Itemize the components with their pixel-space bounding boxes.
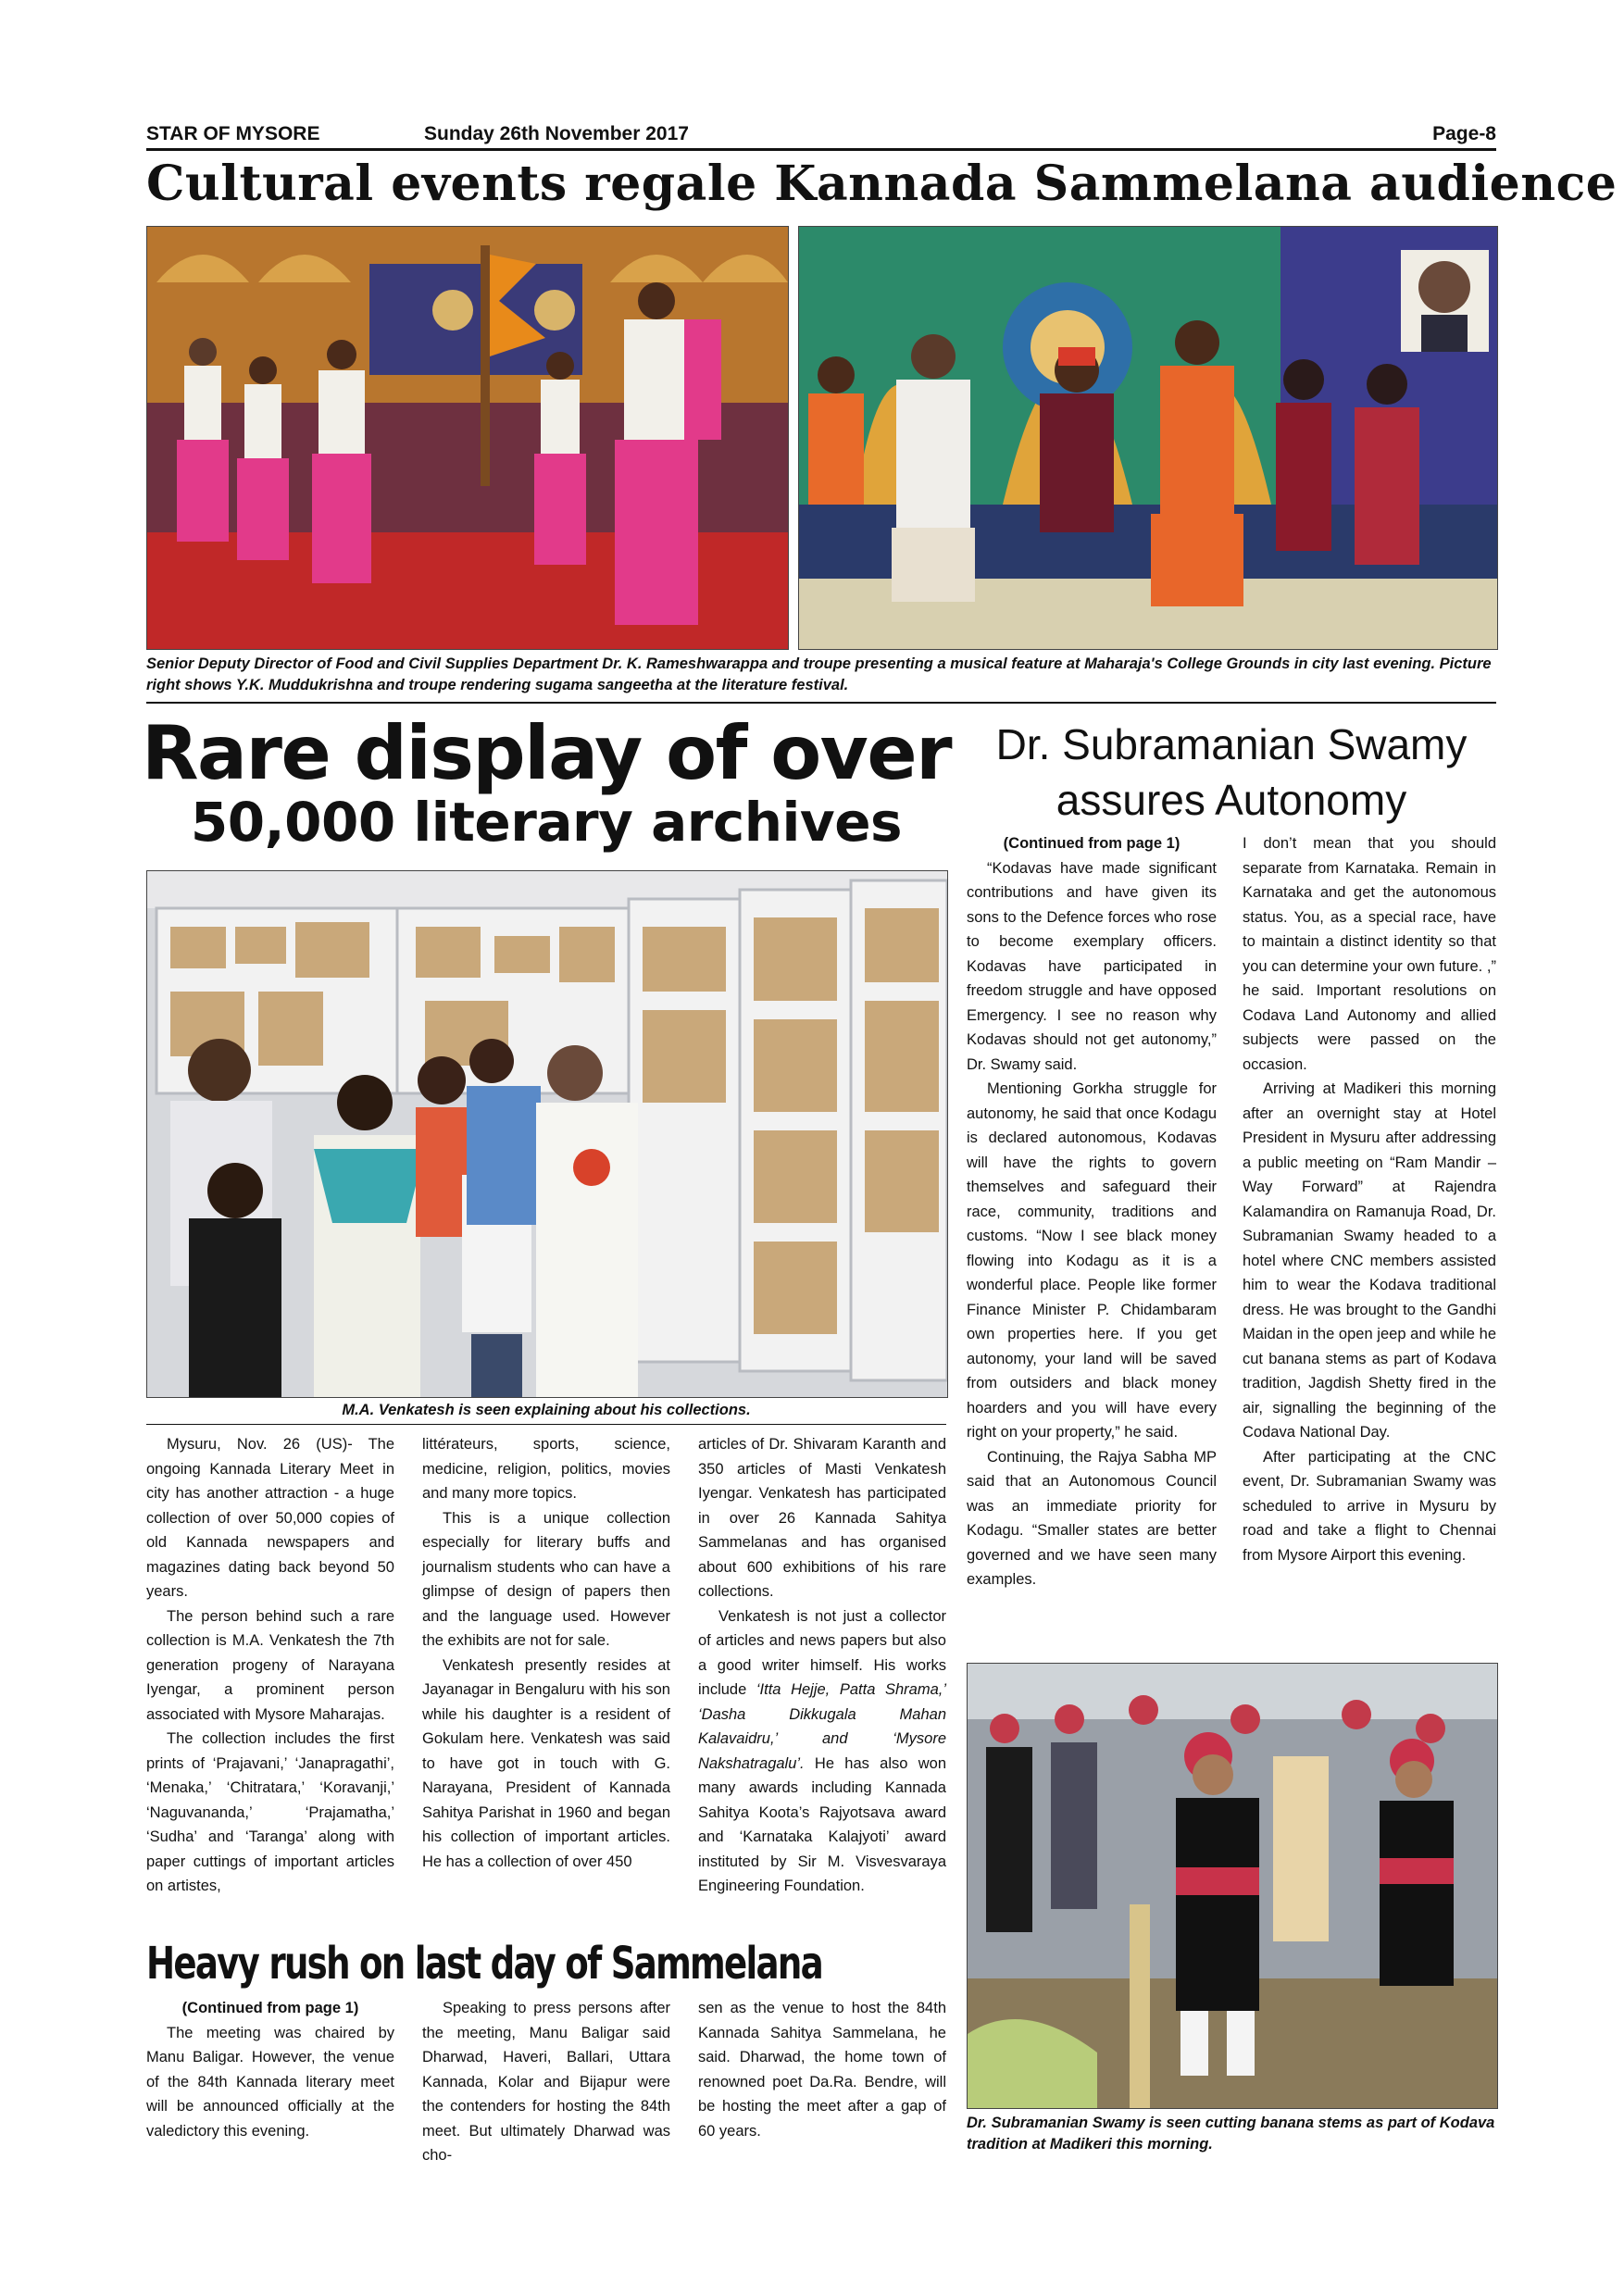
rush-continued: (Continued from page 1) <box>181 2000 359 2016</box>
archives-col2-p3: Venkatesh presently resides at Jayanagar in Bengaluru with his son while his daughter is a resident of Gokulam here. Venkatesh was said to have got in touch with G. Narayana, President of Kannada Sahitya Parishat in 1960 and began his collection of important articles. He has a collection of over 450 <box>422 1656 670 1870</box>
swamy-col2-p2: Arriving at Madikeri this morning after an overnight stay at Hotel President in Mysuru after addressing a public meeting on “Ram Mandir – Way Forward” at Rajendra Kalamandira on Ramanuja Road, Dr. Subramanian Swamy headed to a hotel where CNC members assisted him to wear the Kodava traditional dress. He was brought to the Gandhi Maidan in the open jeep and while he cut banana stems as part of Kodava tradition, Jagdish Shetty fired in the air, signalling the beginning of the Codava National Day. <box>1243 1080 1496 1441</box>
archives-col3-p1: articles of Dr. Shivaram Karanth and 350 articles of Masti Venkatesh Iyengar. Venkatesh has participated in over 26 Kannada Sahitya Sammelanas and has organised about 600 exhibitions of his rare collections. <box>698 1436 946 1600</box>
archives-col3-p2-intro: Venkatesh is not just a collector of articles and news papers but also a good writer himself. His works include <box>698 1607 946 1698</box>
archives-col2-p1: littérateurs, sports, science, medicine, religion, politics, movies and many more topics. <box>422 1436 670 1502</box>
swamy-col1-p2: Mentioning Gorkha struggle for autonomy, he said that once Kodagu is declared autonomous, Kodavas will have the rights to govern themselves and safeguard their race, community, traditions and customs. “Now I see black money flowing into Kodagu as it is a wonderful place. People like former Finance Minister P. Chidambaram own properties here. If you get autonomy, your land will be saved from outsiders and black money hoarders and you will have every right on your property,” he said. <box>967 1080 1217 1441</box>
cultural-photo-left <box>146 226 789 650</box>
archives-col2-p2: This is a unique collection especially for literary buffs and journalism students who can have a glimpse of design of papers then and the language used. However the exhibits are not for sale. <box>422 1509 670 1649</box>
archives-col1-p1: Mysuru, Nov. 26 (US)- The ongoing Kannada Literary Meet in city has another attraction - a huge collection of over 50,000 copies of old Kannada newspapers and magazines dating back beyond 50 years. <box>146 1436 394 1600</box>
archives-col3-p2-rest: He has also won many awards including Kannada Sahitya Koota’s Rajyotsava award and ‘Karnataka Kalajyoti’ award instituted by Sir M. Visvesvaraya Engineering Foundation. <box>698 1754 946 1894</box>
rush-col3-text: sen as the venue to host the 84th Kannada Sahitya Sammelana, he said. Dharwad, the home town of renowned poet Da.Ra. Bendre, will be hosting the meet after a gap of 60 years. <box>698 2000 946 2140</box>
section-rule <box>146 702 1496 704</box>
archives-column-1 <box>146 1432 394 1899</box>
archives-column-2 <box>422 1432 670 1874</box>
swamy-col2-p1: I don’t mean that you should separate from Karnataka. Remain in Karnataka and get the autonomous status. You, as a special race, have to maintain a distinct identity so that you can determine your own future. ,” he said. Important resolutions on Codava Land Autonomy and allied subjects were passed on the occasion. <box>1243 835 1496 1073</box>
cultural-photo-right <box>798 226 1498 650</box>
swamy-continued: (Continued from page 1) <box>1003 835 1181 852</box>
archives-column-3 <box>698 1432 946 1899</box>
rush-column-3 <box>698 1996 946 2143</box>
rush-column-1 <box>146 1996 394 2143</box>
swamy-headline-line2: assures Autonomy <box>1056 776 1407 824</box>
archives-headline-line1: Rare display of over <box>141 710 952 796</box>
cultural-caption: Senior Deputy Director of Food and Civil Supplies Department Dr. K. Rameshwarappa and troupe presenting a musical feature at Maharaja's College Grounds in city last evening. Picture right shows Y.K. Muddukrishna and troupe rendering sugama sangeetha at the literature festival. <box>146 655 1492 693</box>
archives-col1-p3: The collection includes the first prints of ‘Prajavani,’ ‘Janapragathi’, ‘Menaka,’ ‘Chitratara,’ ‘Koravanji,’ ‘Naguvananda,’ ‘Prajamatha,’ ‘Sudha’ and ‘Taranga’ along with paper cuttings of important articles on artistes, <box>146 1730 394 1894</box>
archives-headline-line2: 50,000 literary archives <box>190 791 903 854</box>
archives-caption: M.A. Venkatesh is seen explaining about his collections. <box>342 1402 751 1418</box>
archives-col3-p2 <box>698 1604 946 1899</box>
page-number: Page-8 <box>1432 123 1496 144</box>
archives-col3-works: ‘Itta Hejje, Patta Shrama,’ ‘Dasha Dikkugala Mahan Kalavaidru,’ and ‘Mysore Nakshatragalu’. <box>698 1681 946 1772</box>
swamy-col1-p3: Continuing, the Rajya Sabha MP said that an Autonomous Council was an immediate priority for Kodagu. “Smaller states are better governed and we have seen many examples. <box>967 1448 1217 1588</box>
archives-photo <box>146 870 948 1398</box>
issue-date: Sunday 26th November 2017 <box>424 123 689 144</box>
masthead-rule <box>146 148 1496 151</box>
rush-col2-text: Speaking to press persons after the meeting, Manu Baligar said Dharwad, Haveri, Ballari, Uttara Kannada, Kolar and Bijapur were the contenders for hosting the 84th meet. But ultimately Dharwad was cho- <box>422 2000 670 2164</box>
swamy-column-2 <box>1243 831 1496 1567</box>
swamy-column-1 <box>967 831 1217 1592</box>
archives-caption-rule <box>146 1424 946 1425</box>
swamy-col1-p1: “Kodavas have made significant contributions and have given its sons to the Defence forces who rose to become exemplary officers. Kodavas have participated in freedom struggle and have opposed Emergency. I see no reason why Kodavas should not get autonomy,” Dr. Swamy said. <box>967 859 1217 1073</box>
swamy-headline-line1: Dr. Subramanian Swamy <box>995 720 1468 768</box>
paper-name: STAR OF MYSORE <box>146 123 320 144</box>
rush-col1-text: The meeting was chaired by Manu Baligar. However, the venue of the 84th Kannada literary meet will be announced officially at the valedictory this evening. <box>146 2024 394 2140</box>
rush-headline: Heavy rush on last day of Sammelana <box>146 1938 822 1990</box>
cultural-headline: Cultural events regale Kannada Sammelana audience <box>146 156 1618 212</box>
swamy-col2-p3: After participating at the CNC event, Dr. Subramanian Swamy was scheduled to arrive in Mysuru by road and take a flight to Chennai from Mysore Airport this evening. <box>1243 1448 1496 1564</box>
swamy-caption: Dr. Subramanian Swamy is seen cutting banana stems as part of Kodava tradition at Madikeri this morning. <box>967 2115 1495 2152</box>
rush-column-2 <box>422 1996 670 2168</box>
archives-col1-p2: The person behind such a rare collection is M.A. Venkatesh the 7th generation progeny of Narayana Iyengar, a prominent person associated with Mysore Maharajas. <box>146 1607 394 1723</box>
swamy-photo <box>967 1663 1498 2109</box>
